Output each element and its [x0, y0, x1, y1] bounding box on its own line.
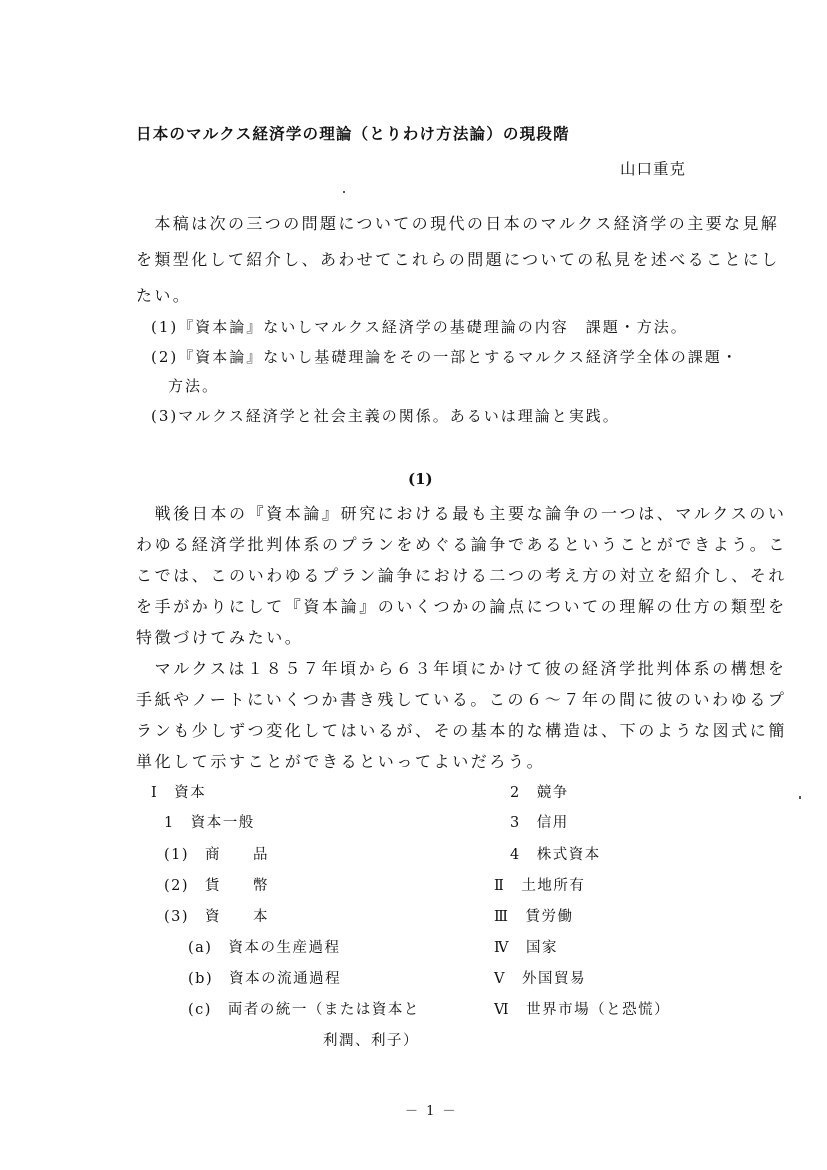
- intro-item: (1)『資本論』ないしマルクス経済学の基礎理論の内容 課題・方法。: [151, 318, 688, 336]
- paragraph-line: を手がかりにして『資本論』のいくつかの論点についての理解の仕方の類型を: [136, 597, 787, 616]
- plan-entry: Ⅵ 世界市場（と恐慌）: [494, 1002, 671, 1018]
- paragraph-line: 特徴づけてみたい。: [136, 628, 304, 647]
- paragraph-line: 単化して示すことができるといってよいだろう。: [136, 752, 546, 771]
- plan-entry: 3 信用: [510, 815, 569, 831]
- intro-line: を類型化して紹介し、あわせてこれらの問題についての私見を述べることにし: [136, 250, 780, 269]
- intro-item: (3)マルクス経済学と社会主義の関係。あるいは理論と実践。: [151, 407, 620, 425]
- intro-line: 本稿は次の三つの問題についての現代の日本のマルクス経済学の主要な見解: [136, 214, 780, 233]
- intro-item: 方法。: [151, 377, 220, 395]
- plan-entry: (3) 資 本: [164, 909, 270, 925]
- paragraph-line: 手紙やノートにいくつか書き残している。この６～７年の間に彼のいわゆるプ: [136, 690, 787, 709]
- section-heading: (1): [408, 470, 433, 488]
- plan-entry: Ⅰ 資本: [151, 785, 207, 801]
- page-number: － 1 －: [405, 1104, 458, 1119]
- plan-entry: Ⅴ 外国貿易: [494, 971, 586, 987]
- paragraph-line: マルクスは１８５７年頃から６３年頃にかけて彼の経済学批判体系の構想を: [136, 659, 787, 678]
- paragraph-line: こでは、このいわゆるプラン論争における二つの考え方の対立を紹介し、それ: [136, 566, 788, 585]
- plan-entry: 利潤、利子）: [323, 1033, 419, 1049]
- paragraph-line: 戦後日本の『資本論』研究における最も主要な論争の一つは、マルクスのい: [136, 504, 787, 523]
- plan-entry: Ⅳ 国家: [494, 940, 558, 956]
- plan-entry: (b) 資本の流通過程: [188, 971, 342, 987]
- plan-entry: 4 株式資本: [510, 847, 601, 863]
- scan-speck: [799, 796, 801, 799]
- plan-entry: (2) 貨 幣: [164, 878, 270, 894]
- plan-entry: (1) 商 品: [164, 847, 270, 863]
- plan-entry: Ⅲ 賃労働: [494, 909, 574, 925]
- plan-entry: 1 資本一般: [164, 815, 255, 831]
- plan-entry: Ⅱ 土地所有: [494, 878, 586, 894]
- paper-title: 日本のマルクス経済学の理論（とりわけ方法論）の現段階: [136, 124, 570, 143]
- paragraph-line: わゆる経済学批判体系のプランをめぐる論争であるということができよう。こ: [136, 535, 788, 554]
- plan-entry: (a) 資本の生産過程: [188, 940, 341, 956]
- plan-entry: 2 競争: [510, 785, 569, 801]
- plan-entry: (c) 両者の統一（または資本と: [188, 1002, 420, 1018]
- scan-speck: [343, 191, 345, 193]
- paragraph-line: ランも少しずつ変化してはいるが、その基本的な構造は、下のような図式に簡: [136, 721, 788, 740]
- author-name: 山口重克: [620, 160, 687, 178]
- intro-line: たい。: [136, 286, 192, 305]
- intro-item: (2)『資本論』ないし基礎理論をその一部とするマルクス経済学全体の課題・: [151, 348, 739, 366]
